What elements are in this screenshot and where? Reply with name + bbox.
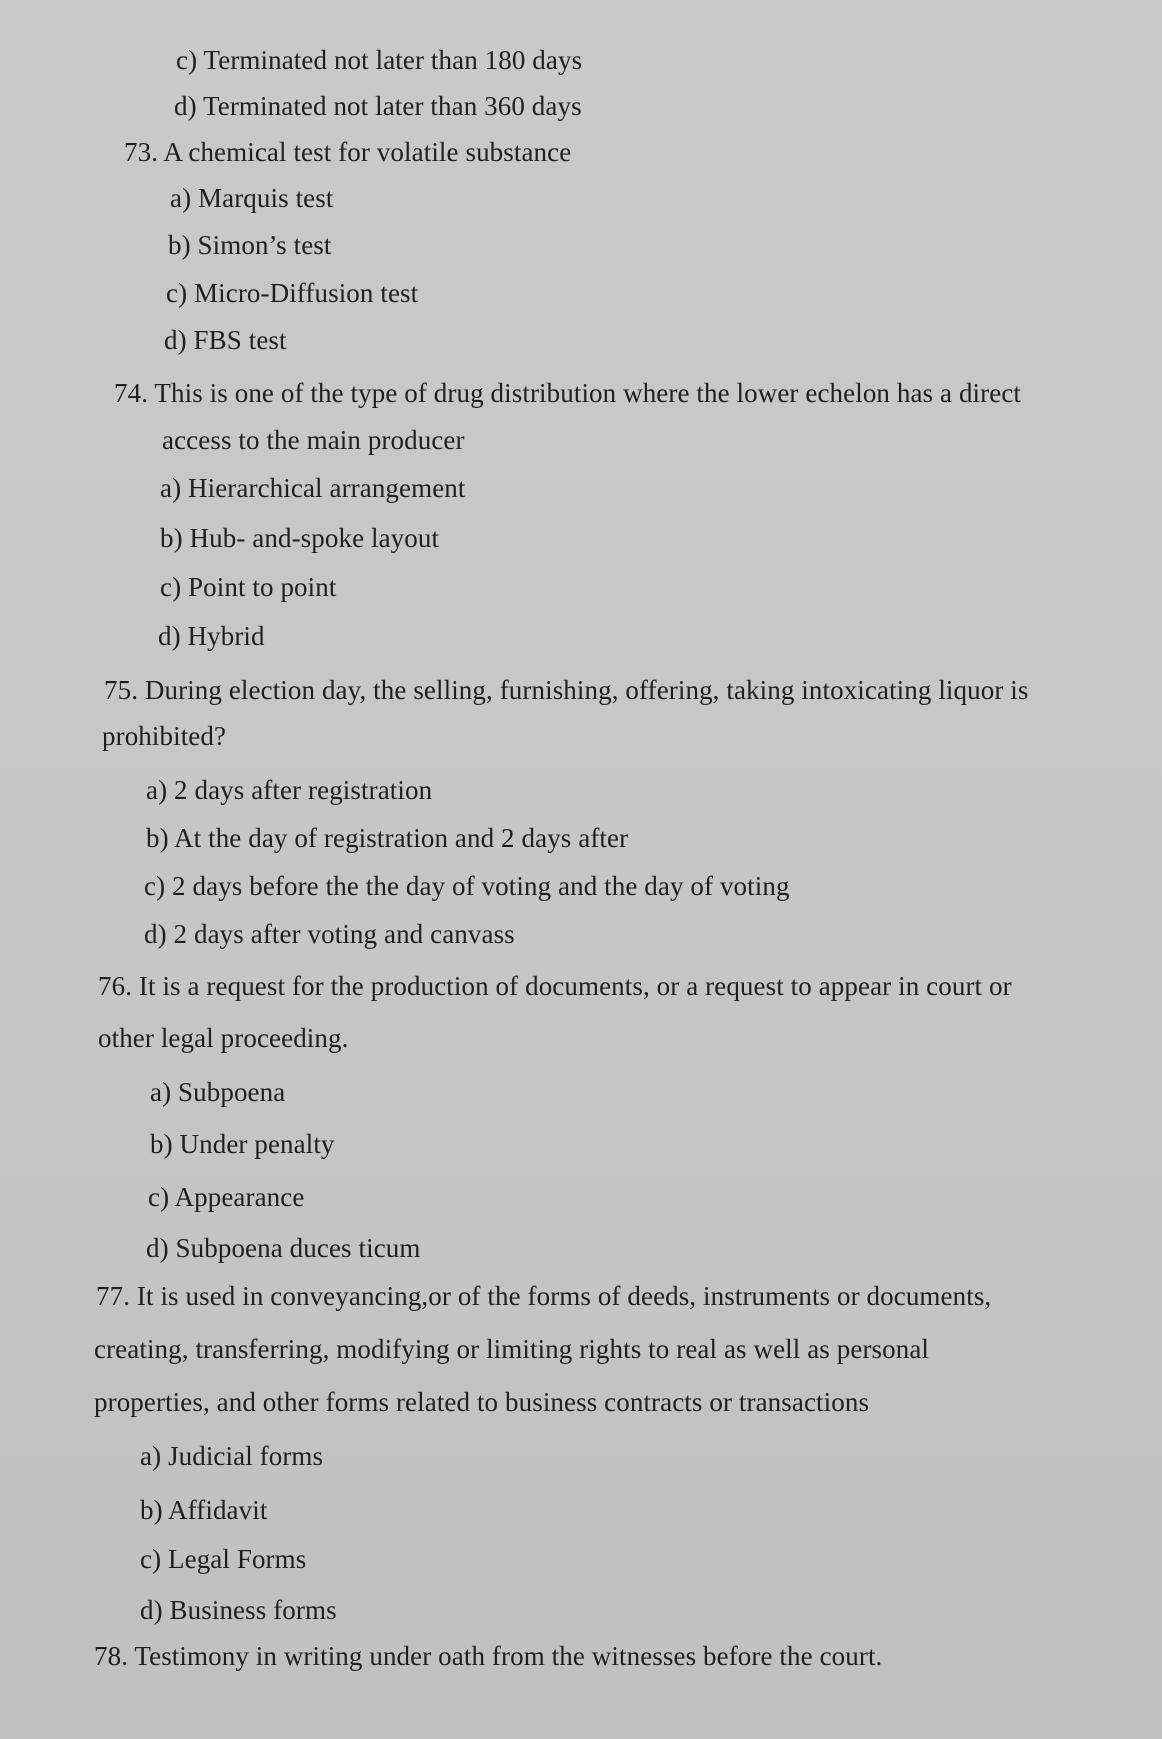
q74-question-line1: 74. This is one of the type of drug distribution where the lower echelon has a direct [114, 378, 1022, 408]
q72-option-d: d) Terminated not later than 360 days [174, 91, 582, 121]
q78-question: 78. Testimony in writing under oath from the witnesses before the court. [94, 1641, 883, 1671]
q76-question-line1: 76. It is a request for the production of documents, or a request to appear in court or [98, 971, 1012, 1001]
q73-option-d: d) FBS test [164, 325, 287, 355]
q76-option-a: a) Subpoena [150, 1077, 286, 1107]
q77-question-line2: creating, transferring, modifying or limiting rights to real as well as personal [94, 1334, 930, 1364]
q72-option-c: c) Terminated not later than 180 days [176, 45, 583, 75]
q77-option-d: d) Business forms [140, 1595, 337, 1625]
q73-option-a: a) Marquis test [170, 183, 334, 213]
q75-question-line1: 75. During election day, the selling, furnishing, offering, taking intoxicating liquor is [104, 675, 1029, 705]
q77-option-b: b) Affidavit [140, 1495, 268, 1525]
q77-option-a: a) Judicial forms [140, 1441, 324, 1471]
q73-question: 73. A chemical test for volatile substance [124, 137, 572, 167]
q77-question-line1: 77. It is used in conveyancing,or of the forms of deeds, instruments or documents, [96, 1281, 992, 1311]
q75-question-line2: prohibited? [102, 721, 227, 751]
q75-option-b: b) At the day of registration and 2 days after [146, 823, 629, 853]
q74-question-line2: access to the main producer [162, 425, 465, 455]
q76-question-line2: other legal proceeding. [98, 1023, 349, 1053]
q74-option-a: a) Hierarchical arrangement [160, 473, 466, 503]
q75-option-d: d) 2 days after voting and canvass [144, 919, 515, 949]
q74-option-d: d) Hybrid [158, 621, 265, 651]
q73-option-b: b) Simon’s test [168, 230, 332, 260]
q76-option-d: d) Subpoena duces ticum [146, 1233, 421, 1263]
q76-option-b: b) Under penalty [150, 1129, 335, 1159]
q74-option-b: b) Hub- and-spoke layout [160, 523, 440, 553]
q74-option-c: c) Point to point [160, 572, 337, 602]
q77-option-c: c) Legal Forms [140, 1544, 307, 1574]
q75-option-c: c) 2 days before the the day of voting and the day of voting [144, 871, 790, 901]
q75-option-a: a) 2 days after registration [146, 775, 433, 805]
q77-question-line3: properties, and other forms related to business contracts or transactions [94, 1387, 870, 1417]
q73-option-c: c) Micro-Diffusion test [166, 278, 419, 308]
q76-option-c: c) Appearance [148, 1182, 305, 1212]
